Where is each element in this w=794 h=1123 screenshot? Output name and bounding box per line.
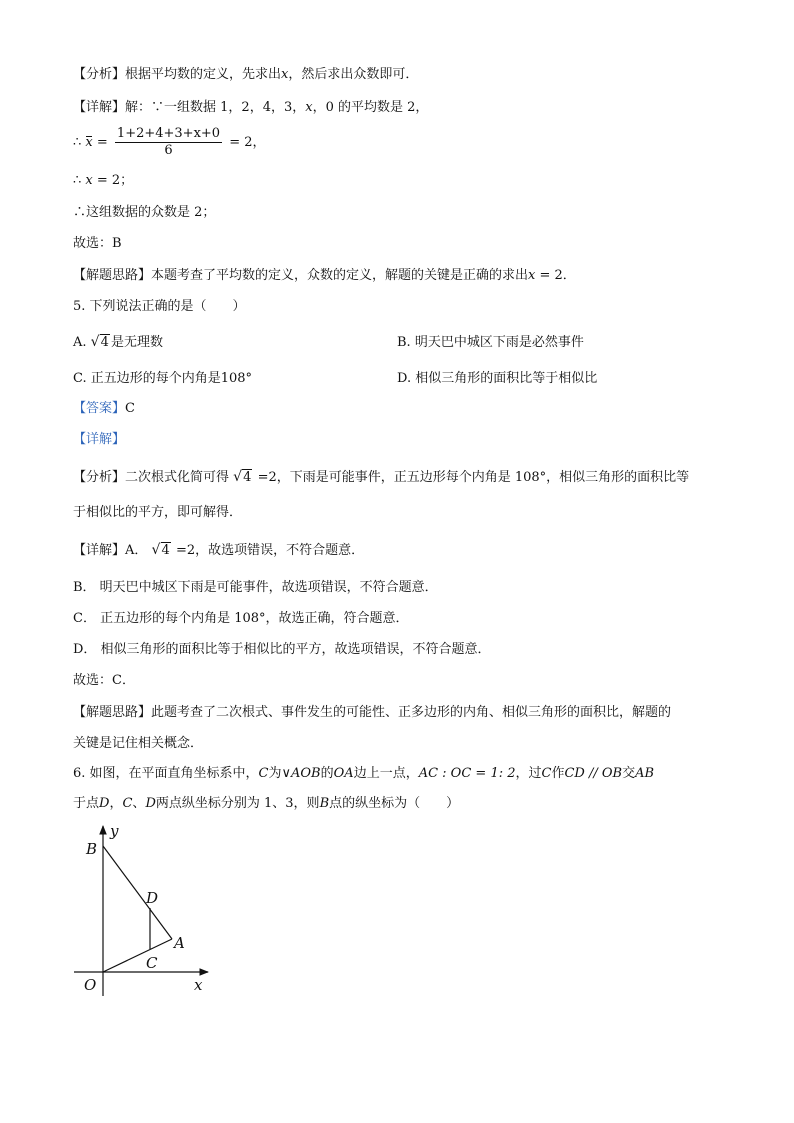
- mean-equation: ∴ x = $\frac{1+2+4+3+x+0}{6}$ = 2，: [73, 126, 266, 158]
- analysis-line-1: 【分析】根据平均数的定义，先求出x，然后求出众数即可．: [73, 67, 419, 82]
- label-d: D: [146, 889, 159, 907]
- detail-heading: 【详解】: [73, 432, 126, 447]
- label-o: O: [84, 976, 97, 994]
- sqrt-symbol: √ 4: [233, 469, 252, 487]
- detail-d: D． 相似三角形的面积比等于相似比的平方，故选项错误，不符合题意．: [73, 642, 491, 657]
- tip-line-3: 关键是记住相关概念．: [73, 736, 204, 751]
- x-value-line: ∴ x = 2；: [73, 173, 134, 188]
- answer-tag: 【答案】: [73, 401, 126, 416]
- label-b: B: [86, 840, 98, 858]
- label-x: x: [194, 976, 203, 994]
- choice-line-2: 故选：C．: [73, 673, 135, 688]
- analysis-line-3: 于相似比的平方，即可解得．: [73, 505, 243, 520]
- option-d: D. 相似三角形的面积比等于相似比: [397, 371, 598, 386]
- option-a: A. √ 4 是无理数: [73, 334, 163, 352]
- sqrt-symbol: √ 4: [152, 542, 171, 560]
- detail-a: 【详解】A． √ 4 =2，故选项错误，不符合题意．: [73, 542, 364, 560]
- tip-line-1: 【解题思路】本题考查了平均数的定义，众数的定义，解题的关键是正确的求出x = 2．: [73, 268, 576, 283]
- detail-line-1: 【详解】解：∵一组数据 1，2，4，3，x，0 的平均数是 2，: [73, 100, 429, 115]
- option-b: B. 明天巴中城区下雨是必然事件: [397, 335, 584, 350]
- segment-ba: [103, 846, 172, 939]
- label-c: C: [146, 954, 158, 972]
- segment-oa: [103, 939, 172, 972]
- question-6-line-1: 6. 如图，在平面直角坐标系中，C为∨AOB的OA边上一点，AC : OC = 1: 2，过C作CD // OB交AB: [73, 766, 655, 781]
- analysis-line-2: 【分析】二次根式化简可得 √ 4 =2，下雨是可能事件，正五边形每个内角是 108°，相似三角形的面积比等: [73, 469, 689, 487]
- tag-analysis: 【分析】: [73, 67, 126, 82]
- tag-detail: 【详解】: [73, 100, 126, 115]
- tip-line-2: 【解题思路】此题考查了二次根式、事件发生的可能性、正多边形的内角、相似三角形的面积比，解题的: [73, 705, 672, 720]
- mode-line: ∴这组数据的众数是 2；: [73, 205, 216, 220]
- option-c: C. 正五边形的每个内角是108°: [73, 371, 253, 386]
- sqrt-symbol: √ 4: [91, 334, 110, 352]
- label-a: A: [174, 934, 185, 952]
- answer-value: C: [125, 401, 135, 416]
- detail-c: C． 正五边形的每个内角是 108°，故选正确，符合题意．: [73, 611, 409, 626]
- answer-line: [73, 400, 135, 418]
- fraction: $\frac{1+2+4+3+x+0}{6}$: [116, 126, 221, 158]
- coordinate-figure: [70, 820, 230, 1000]
- question-5: 5. 下列说法正确的是（ ）: [73, 299, 246, 314]
- detail-b: B． 明天巴中城区下雨是可能事件，故选项错误，不符合题意．: [73, 580, 438, 595]
- choice-line-1: 故选：B: [73, 236, 122, 251]
- question-6-line-2: 于点D，C、D两点纵坐标分别为 1、3，则B点的纵坐标为（ ）: [73, 796, 460, 811]
- x-bar: x: [85, 135, 93, 150]
- label-y: y: [110, 822, 119, 840]
